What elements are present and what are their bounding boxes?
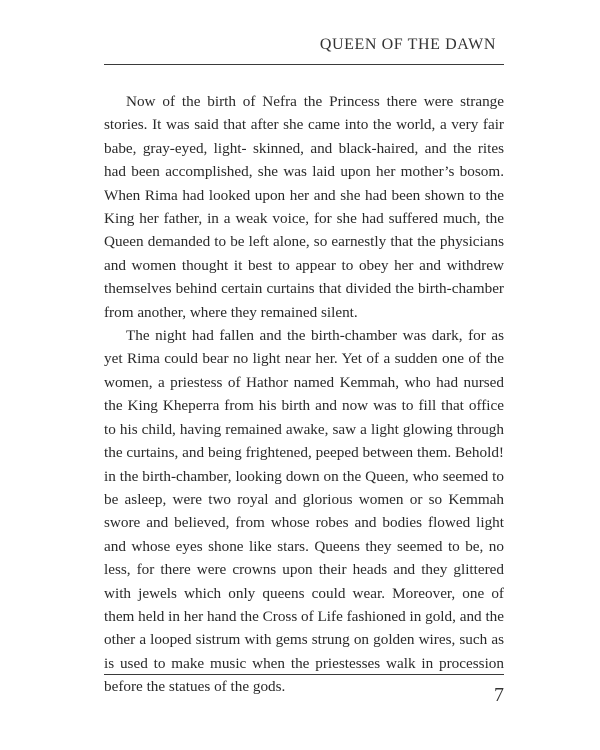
body-text <box>104 90 504 699</box>
paragraph: Now of the birth of Nefra the Princess there were strange stories. It was said that after she came into the world, a very fair babe, gray-eyed, light- skinned, and black-haired, and the rites had been accomplished, she was laid upon her mother’s bosom. When Rima had looked upon her and she had been shown to the King her father, in a weak voice, for she had suffered much, the Queen demanded to be left alone, so earnestly that the physicians and women thought it best to appear to obey her and withdrew themselves behind certain curtains that divided the birth-chamber from another, where they remained silent. <box>104 93 504 321</box>
running-head-title: QUEEN OF THE DAWN <box>319 36 496 53</box>
footer-rule <box>104 674 504 675</box>
header-rule <box>104 64 504 65</box>
page-number: 7 <box>494 684 504 706</box>
paragraph: The night had fallen and the birth-chamber was dark, for as yet Rima could bear no light near her. Yet of a sudden one of the women, a priestess of Hathor named Kemmah, who had nursed the King Kheperra from his birth and now was to fill that office to his child, having remained awake, saw a light glowing through the curtains, and being frightened, peeped between them. Behold! in the birth-chamber, looking down on the Queen, who seemed to be asleep, were two royal and glorious women or so Kemmah swore and believed, from whose robes and bodies flowed light and whose eyes shone like stars. Queens they seemed to be, no less, for there were crowns upon their heads and they glittered with jewels which only queens could wear. Moreover, one of them held in her hand the Cross of Life fashioned in gold, and the other a looped sistrum with gems strung on golden wires, such as is used to make music when the priestesses walk in procession before the statues of the gods. <box>104 327 504 696</box>
